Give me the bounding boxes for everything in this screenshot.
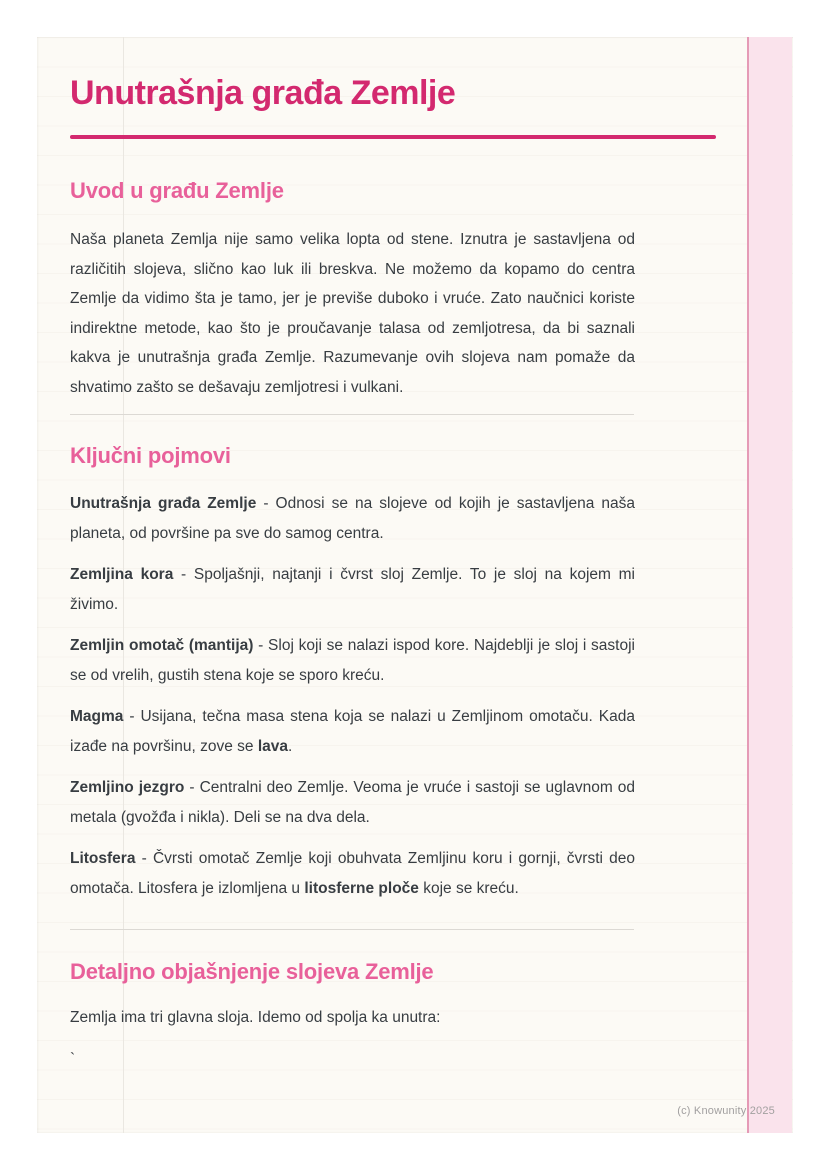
definition-text: - Odnosi se na slojeve od kojih je sastavljena naša planeta, od površine pa sve do samog centra. [70, 495, 635, 542]
definition-term: Litosfera [70, 850, 136, 867]
layers-intro-paragraph: Zemlja ima tri glavna sloja. Idemo od spolja ka unutra: [70, 1009, 441, 1026]
definition-term: Zemljino jezgro [70, 779, 185, 796]
definition-text: - Čvrsti omotač Zemlje koji obuhvata Zemljinu koru i gornji, čvrsti deo omotača. Litosfera je izlomljena u [70, 850, 635, 897]
intro-paragraph: Naša planeta Zemlja nije samo velika lopta od stene. Iznutra je sastavljena od različitih slojeva, slično kao luk ili breskva. Ne možemo da kopamo do centra Zemlje da vidimo šta je tamo, jer je previše duboko i vruće. Zato naučnici koriste indirektne metode, kao što je proučavanje talasa od zemljotresa, da bi saznali kakva je unutrašnja građa Zemlje. Razumevanje ovih slojeva nam pomaže da shvatimo zašto se dešavaju zemljotresi i vulkani. [70, 231, 635, 396]
definition-term: Unutrašnja građa Zemlje [70, 495, 257, 512]
title-underline [70, 135, 716, 139]
definition-paragraph [70, 560, 635, 619]
definition-text: . [288, 737, 293, 755]
section-divider [70, 414, 634, 415]
page-title: Unutrašnja građa Zemlje [70, 74, 456, 112]
definition-paragraph [70, 489, 635, 548]
document-page [37, 37, 793, 1133]
definition-text: - Centralni deo Zemlje. Veoma je vruće i sastoji se uglavnom od metala (gvožđa i nikla). Deli se na dva dela. [70, 779, 635, 826]
definition-text: - Spoljašnji, najtanji i čvrst sloj Zemlje. To je sloj na kojem mi živimo. [70, 566, 635, 613]
section-heading-intro: Uvod u građu Zemlje [70, 178, 284, 203]
section-heading-detailed: Detaljno objašnjenje slojeva Zemlje [70, 959, 434, 984]
stray-backtick: ` [70, 1050, 76, 1068]
definition-term: lava [257, 737, 289, 755]
definition-text: - Usijana, tečna masa stena koja se nalazi u Zemljinom omotaču. Kada izađe na površinu, zove se [70, 708, 635, 755]
definition-term: Zemljin omotač (mantija) [70, 637, 254, 654]
definition-term: Zemljina kora [70, 566, 174, 583]
definition-text: koje se kreću. [418, 879, 519, 897]
definition-paragraph [70, 702, 635, 761]
definition-term: litosferne ploče [304, 879, 419, 897]
definition-paragraph [70, 631, 635, 690]
copyright-watermark: (c) Knowunity 2025 [677, 1105, 775, 1117]
definition-paragraph [70, 773, 635, 832]
definition-text: - Sloj koji se nalazi ispod kore. Najdeblji je sloj i sastoji se od vrelih, gustih stena koje se sporo kreću. [70, 637, 635, 684]
definition-paragraph [70, 844, 635, 903]
definitions-list [70, 489, 718, 903]
definition-term: Magma [70, 708, 124, 725]
section-divider [70, 929, 634, 930]
section-heading-key-terms: Ključni pojmovi [70, 443, 231, 468]
right-pink-stripe [747, 37, 792, 1133]
page-content [70, 73, 718, 1074]
